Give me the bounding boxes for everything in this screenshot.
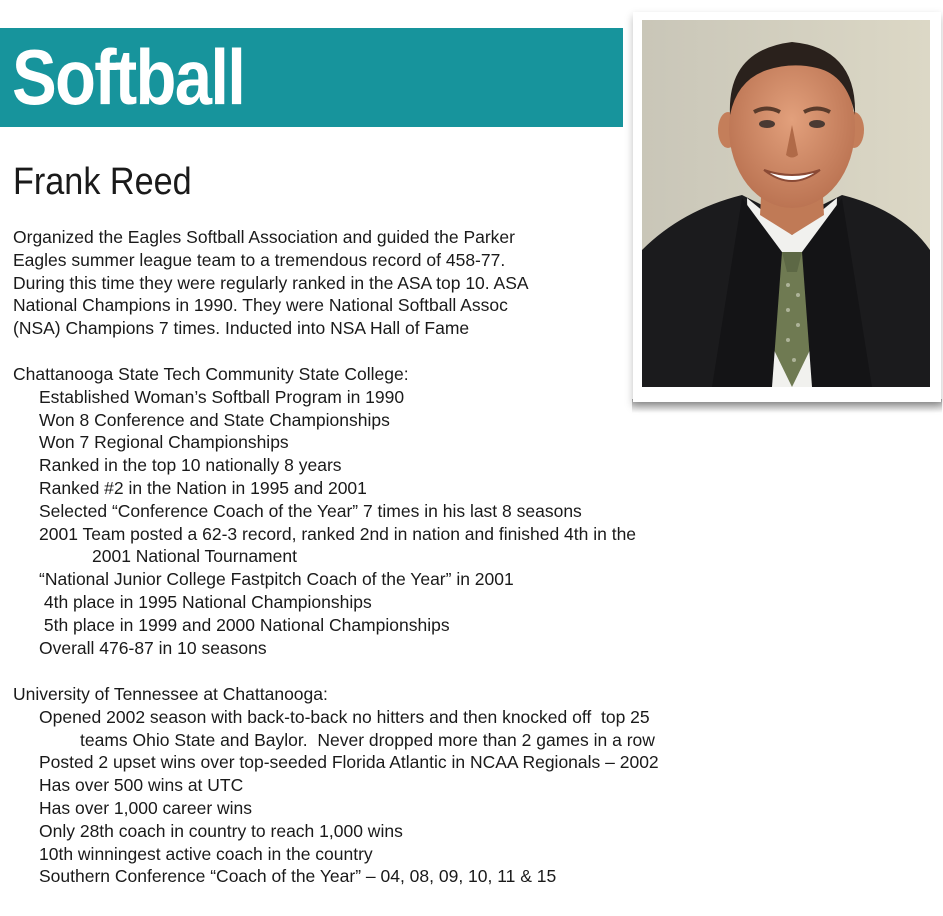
list-item: Posted 2 upset wins over top-seeded Florida Atlantic in NCAA Regionals – 2002 — [39, 752, 659, 773]
section-heading: Chattanooga State Tech Community State College: — [13, 364, 409, 384]
list-item: 2001 Team posted a 62-3 record, ranked 2nd in nation and finished 4th in the — [39, 523, 637, 544]
list-item: Ranked #2 in the Nation in 1995 and 2001 — [39, 477, 367, 498]
list-item: Ranked in the top 10 nationally 8 years — [39, 455, 342, 476]
intro-line: Eagles summer league team to a tremendous record of 458-77. — [13, 249, 506, 270]
list-item: Only 28th coach in country to reach 1,000 wins — [39, 820, 403, 841]
list-item: Overall 476-87 in 10 seasons — [39, 637, 267, 658]
intro-line: (NSA) Champions 7 times. Inducted into NSA Hall of Fame — [13, 318, 470, 339]
section-heading: University of Tennessee at Chattanooga: — [13, 684, 328, 704]
intro-line: Organized the Eagles Softball Association and guided the Parker — [13, 227, 515, 247]
list-item: Established Woman’s Softball Program in 1990 — [39, 386, 405, 407]
intro-paragraph — [13, 226, 529, 340]
coach-name: Frank Reed — [13, 161, 192, 203]
list-item: 4th place in 1995 National Championships — [39, 591, 372, 612]
list-item: Won 8 Conference and State Championships — [39, 409, 390, 430]
list-item: Southern Conference “Coach of the Year” – 04, 08, 09, 10, 11 & 15 — [39, 866, 557, 887]
intro-line: National Champions in 1990. They were National Softball Assoc — [13, 295, 508, 316]
photo-frame — [633, 12, 941, 402]
portrait-illustration — [642, 20, 930, 387]
list-item: 10th winningest active coach in the country — [39, 843, 373, 864]
list-item: Won 7 Regional Championships — [39, 432, 289, 453]
list-item-continuation: teams Ohio State and Baylor. Never dropped more than 2 games in a row — [80, 729, 655, 750]
intro-line: During this time they were regularly ranked in the ASA top 10. ASA — [13, 272, 529, 293]
page-title: Softball — [12, 33, 245, 121]
list-item: Has over 500 wins at UTC — [39, 775, 244, 796]
list-item-continuation: 2001 National Tournament — [92, 546, 297, 567]
title-banner — [0, 28, 623, 127]
chattanooga-section — [13, 363, 636, 659]
list-item: Selected “Conference Coach of the Year” 7 times in his last 8 seasons — [39, 500, 582, 521]
list-item: Has over 1,000 career wins — [39, 797, 253, 818]
list-item: “National Junior College Fastpitch Coach of the Year” in 2001 — [39, 569, 514, 590]
list-item: Opened 2002 season with back-to-back no hitters and then knocked off top 25 — [39, 706, 650, 727]
portrait-photo — [642, 20, 930, 387]
utc-section — [13, 683, 659, 888]
list-item: 5th place in 1999 and 2000 National Championships — [39, 614, 450, 635]
